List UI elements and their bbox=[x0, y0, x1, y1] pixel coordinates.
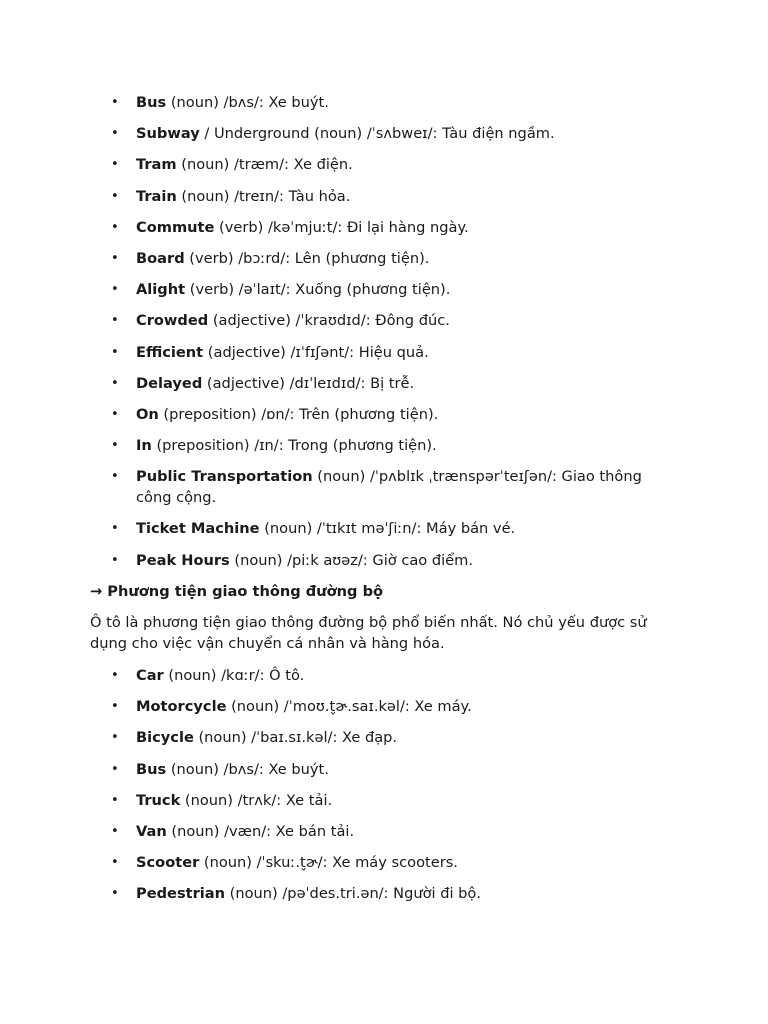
vocab-definition: (verb) /kəˈmjuːt/: Đi lại hàng ngày. bbox=[214, 218, 469, 236]
bullet-icon: • bbox=[111, 95, 119, 110]
list-item bbox=[108, 248, 678, 269]
vocab-term: Crowded bbox=[136, 312, 209, 330]
list-item bbox=[108, 217, 678, 238]
list-item bbox=[108, 550, 678, 571]
list-item bbox=[108, 883, 678, 904]
list-item bbox=[108, 852, 678, 873]
vocab-definition: (noun) /bʌs/: Xe buýt. bbox=[166, 94, 329, 111]
list-item bbox=[108, 92, 678, 113]
bullet-icon: • bbox=[111, 886, 119, 902]
vocab-definition: (noun) /kɑːr/: Ô tô. bbox=[163, 667, 305, 684]
vocab-term: Bus bbox=[136, 94, 167, 111]
vocab-term: Alight bbox=[136, 281, 186, 299]
section-heading: → Phương tiện giao thông đường bộ bbox=[90, 583, 384, 600]
vocab-term: Scooter bbox=[136, 854, 200, 872]
bullet-icon: • bbox=[111, 730, 119, 746]
list-item bbox=[108, 790, 678, 811]
vocab-definition: (preposition) /ɒn/: Trên (phương tiện). bbox=[158, 405, 439, 423]
vocab-definition: (noun) /trʌk/: Xe tải. bbox=[180, 791, 333, 809]
vocab-term: Public Transportation bbox=[136, 468, 313, 486]
vocab-term: Car bbox=[136, 667, 164, 684]
bullet-icon: • bbox=[111, 438, 119, 454]
list-item bbox=[108, 821, 678, 842]
vocab-term: Peak Hours bbox=[136, 551, 230, 569]
list-item bbox=[108, 310, 678, 331]
bullet-icon: • bbox=[111, 282, 119, 298]
vocab-definition: / Underground (noun) /ˈsʌbweɪ/: Tàu điện ngầm. bbox=[199, 125, 555, 143]
bullet-icon: • bbox=[111, 344, 119, 360]
vocab-definition: (noun) /ˈskuː.t̬ɚ/: Xe máy scooters. bbox=[199, 854, 458, 872]
vocab-term: Motorcycle bbox=[136, 698, 227, 716]
vocab-definition: (preposition) /ɪn/: Trong (phương tiện). bbox=[151, 437, 437, 455]
bullet-icon: • bbox=[111, 552, 119, 568]
vocab-definition: (noun) /treɪn/: Tàu hỏa. bbox=[176, 187, 351, 205]
vocab-term: On bbox=[136, 405, 159, 423]
list-item bbox=[108, 154, 678, 175]
list-item bbox=[108, 665, 678, 686]
list-item bbox=[108, 518, 678, 539]
bullet-icon: • bbox=[111, 823, 119, 839]
list-item bbox=[108, 696, 678, 717]
bullet-icon: • bbox=[111, 699, 119, 715]
vocab-definition: (verb) /bɔːrd/: Lên (phương tiện). bbox=[184, 249, 430, 267]
vocab-term: Commute bbox=[136, 218, 215, 236]
list-item bbox=[108, 404, 678, 425]
bullet-icon: • bbox=[111, 250, 119, 266]
vocab-definition: (noun) /væn/: Xe bán tải. bbox=[166, 822, 355, 840]
vocab-definition: (adjective) /dɪˈleɪdɪd/: Bị trễ. bbox=[202, 374, 415, 392]
vocab-definition: (noun) /ˈtɪkɪt məˈʃiːn/: Máy bán vé. bbox=[259, 520, 516, 538]
list-item bbox=[108, 435, 678, 456]
vocab-term: Pedestrian bbox=[136, 885, 226, 903]
bullet-icon: • bbox=[111, 668, 119, 683]
vocab-definition: (adjective) /ˈkraʊdɪd/: Đông đúc. bbox=[208, 312, 450, 330]
vocab-definition: (noun) /bʌs/: Xe buýt. bbox=[166, 760, 329, 778]
bullet-icon: • bbox=[111, 521, 119, 537]
vocab-term: Delayed bbox=[136, 374, 203, 392]
vocab-definition: (noun) /ˈpʌblɪk ˌtrænspərˈteɪʃən/: Giao thông công cộng. bbox=[136, 468, 642, 507]
list-item bbox=[108, 342, 678, 363]
vocab-definition: (noun) /træm/: Xe điện. bbox=[176, 156, 353, 174]
vocab-term: Bus bbox=[136, 760, 167, 778]
list-item bbox=[108, 727, 678, 748]
public-transport-vocabulary-list bbox=[108, 92, 678, 581]
list-item bbox=[108, 759, 678, 780]
bullet-icon: • bbox=[111, 157, 119, 173]
vocab-term: Subway bbox=[136, 125, 200, 143]
vocab-term: Bicycle bbox=[136, 729, 194, 747]
vocab-definition: (verb) /əˈlaɪt/: Xuống (phương tiện). bbox=[185, 281, 451, 299]
vocab-term: Efficient bbox=[136, 343, 204, 361]
list-item bbox=[108, 186, 678, 207]
vocab-term: Train bbox=[136, 187, 177, 205]
bullet-icon: • bbox=[111, 792, 119, 808]
vocab-term: In bbox=[136, 437, 152, 455]
vocab-term: Truck bbox=[136, 791, 181, 809]
bullet-icon: • bbox=[111, 126, 119, 142]
vocab-term: Board bbox=[136, 249, 185, 267]
list-item bbox=[108, 466, 678, 508]
bullet-icon: • bbox=[111, 188, 119, 204]
intro-paragraph: Ô tô là phương tiện giao thông đường bộ phổ biến nhất. Nó chủ yếu được sử dụng cho việc vận chuyển cá nhân và hàng hóa. bbox=[90, 614, 647, 652]
bullet-icon: • bbox=[111, 219, 119, 235]
vocab-definition: (adjective) /ɪˈfɪʃənt/: Hiệu quả. bbox=[203, 343, 429, 361]
bullet-icon: • bbox=[111, 469, 119, 485]
road-vehicle-vocabulary-list bbox=[108, 665, 678, 915]
vocab-term: Ticket Machine bbox=[136, 520, 260, 538]
vocab-definition: (noun) /piːk aʊəz/: Giờ cao điểm. bbox=[229, 551, 474, 569]
list-item bbox=[108, 279, 678, 300]
vocab-definition: (noun) /ˈbaɪ.sɪ.kəl/: Xe đạp. bbox=[193, 729, 398, 747]
vocab-term: Tram bbox=[136, 156, 177, 174]
bullet-icon: • bbox=[111, 406, 119, 422]
list-item bbox=[108, 373, 678, 394]
bullet-icon: • bbox=[111, 761, 119, 777]
vocab-definition: (noun) /ˈmoʊ.t̬ɚ.saɪ.kəl/: Xe máy. bbox=[226, 698, 472, 716]
vocab-definition: (noun) /pəˈdes.tri.ən/: Người đi bộ. bbox=[225, 885, 482, 903]
bullet-icon: • bbox=[111, 855, 119, 871]
bullet-icon: • bbox=[111, 375, 119, 391]
list-item bbox=[108, 123, 678, 144]
vocab-term: Van bbox=[136, 822, 167, 840]
bullet-icon: • bbox=[111, 313, 119, 329]
